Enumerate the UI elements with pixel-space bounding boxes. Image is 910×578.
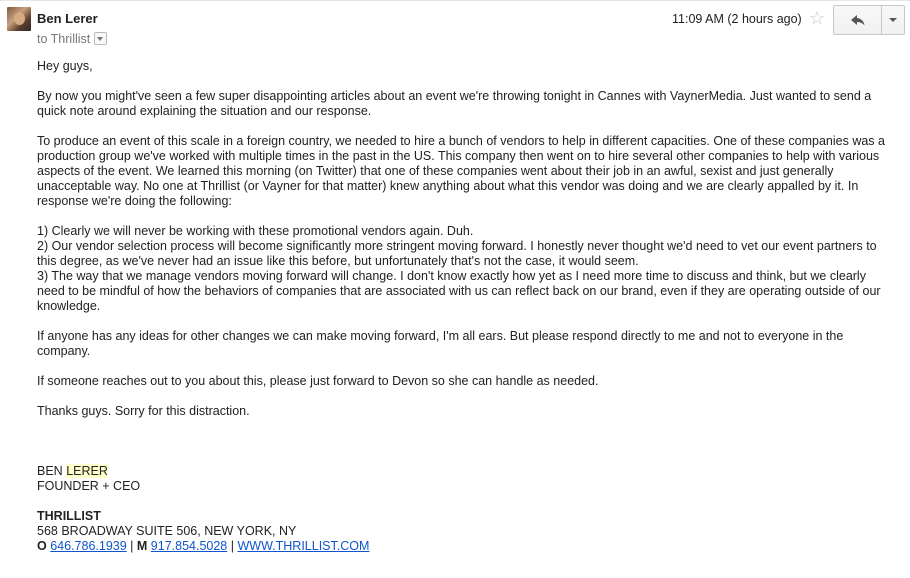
greeting: Hey guys, <box>37 59 93 73</box>
signature-name: BEN LERER <box>37 464 108 478</box>
paragraph-5: Thanks guys. Sorry for this distraction. <box>37 404 250 418</box>
reply-button[interactable] <box>834 6 882 34</box>
action-list <box>37 224 897 314</box>
signature-company: THRILLIST <box>37 509 101 523</box>
signature-address: 568 BROADWAY SUITE 506, NEW YORK, NY <box>37 524 297 538</box>
reply-button-group <box>833 5 905 35</box>
mobile-phone-link[interactable]: 917.854.5028 <box>150 539 228 553</box>
signature-title: FOUNDER + CEO <box>37 479 141 493</box>
mobile-label: M <box>136 539 148 553</box>
message-timestamp: 11:09 AM (2 hours ago) <box>672 12 802 26</box>
signature-contacts: O 646.786.1939 | M 917.854.5028 | WWW.THRILLIST.COM <box>37 539 370 553</box>
reply-arrow-icon <box>851 15 865 26</box>
paragraph-3: If anyone has any ideas for other changes we can make moving forward, I'm all ears. But please respond directly to me and not to everyone in the company. <box>37 329 844 358</box>
sender-avatar[interactable] <box>7 7 31 31</box>
list-item-1: 1) Clearly we will never be working with these promotional vendors again. Duh. <box>37 224 474 238</box>
recipient-line <box>37 32 107 46</box>
office-phone-link[interactable]: 646.786.1939 <box>50 539 127 553</box>
recipient-text: to Thrillist <box>37 32 91 46</box>
more-actions-button[interactable] <box>882 6 904 34</box>
dropdown-caret-icon <box>889 18 897 22</box>
star-outline-icon[interactable]: ☆ <box>809 8 826 28</box>
message-body <box>37 59 897 554</box>
paragraph-4: If someone reaches out to you about this, please just forward to Devon so she can handle as needed. <box>37 374 599 388</box>
top-divider <box>0 0 910 1</box>
sender-name[interactable]: Ben Lerer <box>37 11 98 26</box>
show-details-icon[interactable] <box>94 32 107 45</box>
paragraph-1: By now you might've seen a few super disappointing articles about an event we're throwing tonight in Cannes with VaynerMedia. Just wanted to send a quick note around explaining the situation and our response. <box>37 89 872 118</box>
list-item-3: 3) The way that we manage vendors moving forward will change. I don't know exactly how yet as I need more time to discuss and think, but we clearly need to be mindful of how the behaviors of companies that are associated with us can reflect back on our brand, even if they are operating outside of our knowledge. <box>37 269 881 313</box>
website-link[interactable]: WWW.THRILLIST.COM <box>237 539 370 553</box>
paragraph-2: To produce an event of this scale in a foreign country, we needed to hire a bunch of vendors to help in different capacities. One of these companies was a production group we've worked with multiple times in the past in the US. This company then went on to hire several other companies to help with various aspects of the event. We learned this morning (on Twitter) that one of these companies went about their job in an awful, sexist and just generally unacceptable way. No one at Thrillist (or Vayner for that matter) knew anything about what this vendor was doing and we are clearly appalled by it. In response we're doing the following: <box>37 134 885 208</box>
highlighted-name: LERER <box>66 464 108 478</box>
signature <box>37 464 897 554</box>
office-label: O <box>37 539 47 553</box>
list-item-2: 2) Our vendor selection process will become significantly more stringent moving forward. I honestly never thought we'd need to vet our event partners to this degree, as we've never had an issue like this before, but unfortunately that's not the case, it would seem. <box>37 239 877 268</box>
